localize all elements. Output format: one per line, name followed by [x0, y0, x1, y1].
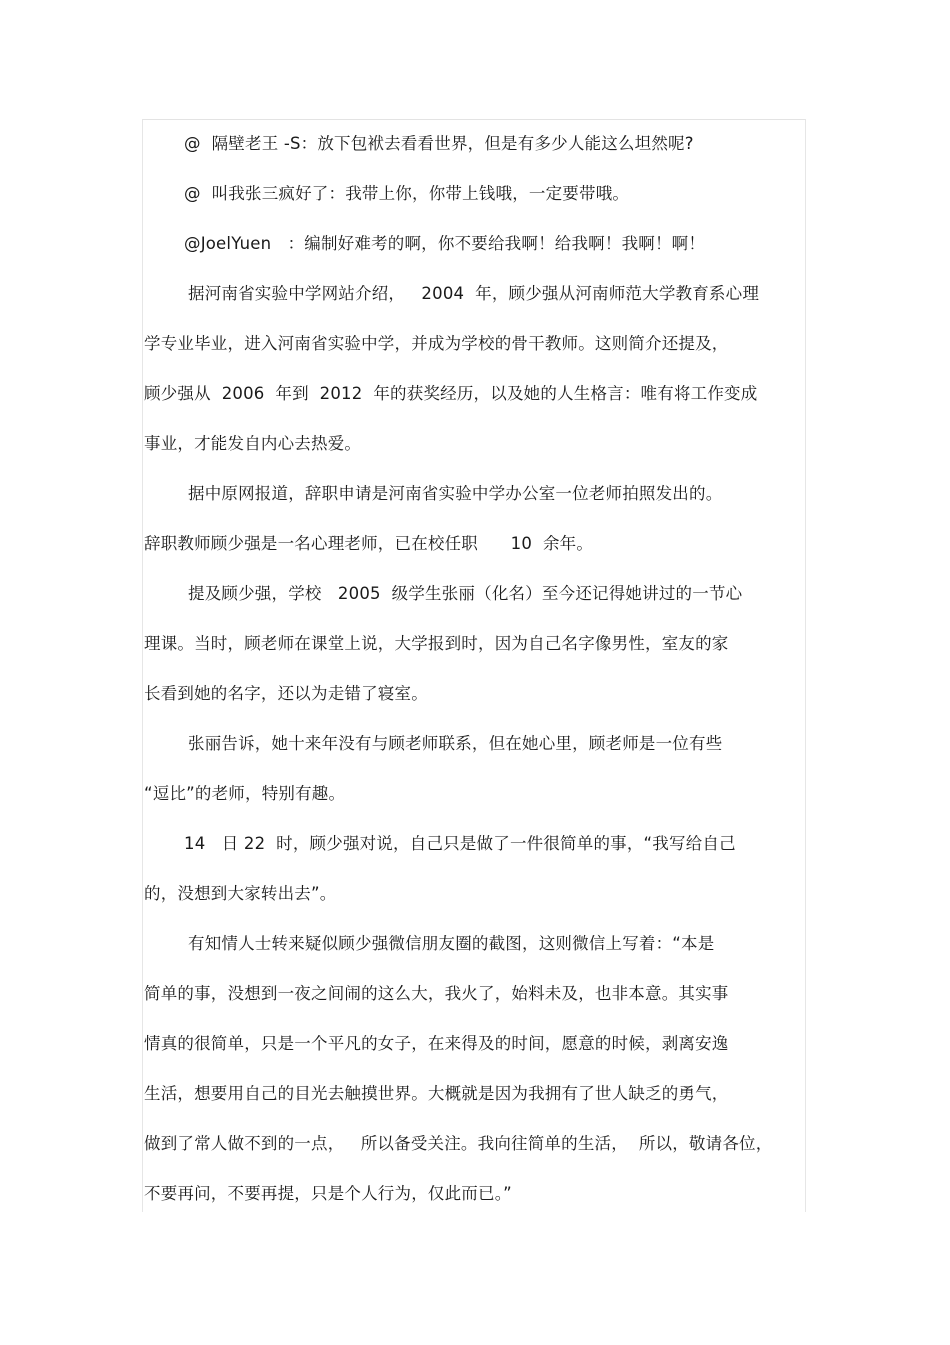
paragraph-line: 简单的事，没想到一夜之间闹的这么大，我火了，始料未及，也非本意。其实事	[144, 984, 729, 1003]
comment-line: @ 隔壁老王 -S：放下包袱去看看世界，但是有多少人能这么坦然呢?	[184, 134, 694, 153]
paragraph-line: “逗比”的老师，特别有趣。	[144, 784, 346, 803]
paragraph-line: 不要再问，不要再提，只是个人行为，仅此而已。”	[144, 1184, 512, 1203]
comment-line: @ 叫我张三疯好了：我带上你，你带上钱哦，一定要带哦。	[184, 184, 630, 203]
paragraph-line: 生活，想要用自己的目光去触摸世界。大概就是因为我拥有了世人缺乏的勇气，	[144, 1084, 729, 1103]
paragraph-line: 提及顾少强，学校 2005 级学生张丽（化名）至今还记得她讲过的一节心	[188, 584, 743, 603]
paragraph-line: 据中原网报道，辞职申请是河南省实验中学办公室一位老师拍照发出的。	[188, 484, 723, 503]
paragraph-line: 理课。当时，顾老师在课堂上说，大学报到时，因为自己名字像男性，室友的家	[144, 634, 729, 653]
paragraph-line: 长看到她的名字，还以为走错了寝室。	[144, 684, 428, 703]
paragraph-line: 辞职教师顾少强是一名心理老师，已在校任职 10 余年。	[144, 534, 594, 553]
paragraph-line: 情真的很简单，只是一个平凡的女子，在来得及的时间，愿意的时候，剥离安逸	[144, 1034, 729, 1053]
paragraph-line: 据河南省实验中学网站介绍， 2004 年，顾少强从河南师范大学教育系心理	[188, 284, 760, 303]
paragraph-line: 张丽告诉，她十来年没有与顾老师联系，但在她心里，顾老师是一位有些	[188, 734, 723, 753]
paragraph-line: 14 日 22 时，顾少强对说，自己只是做了一件很简单的事，“我写给自己	[184, 834, 736, 853]
paragraph-line: 事业，才能发自内心去热爱。	[144, 434, 362, 453]
paragraph-line: 的，没想到大家转出去”。	[144, 884, 337, 903]
paragraph-line: 有知情人士转来疑似顾少强微信朋友圈的截图，这则微信上写着：“本是	[188, 934, 715, 953]
paragraph-line: 顾少强从 2006 年到 2012 年的获奖经历，以及她的人生格言：唯有将工作变成	[144, 384, 758, 403]
paragraph-line: 做到了常人做不到的一点， 所以备受关注。我向往简单的生活， 所以，敬请各位，	[144, 1134, 773, 1153]
paragraph-line: 学专业毕业，进入河南省实验中学，并成为学校的骨干教师。这则简介还提及，	[144, 334, 729, 353]
comment-line: @JoelYuen ：编制好难考的啊，你不要给我啊！给我啊！我啊！啊！	[184, 234, 706, 253]
